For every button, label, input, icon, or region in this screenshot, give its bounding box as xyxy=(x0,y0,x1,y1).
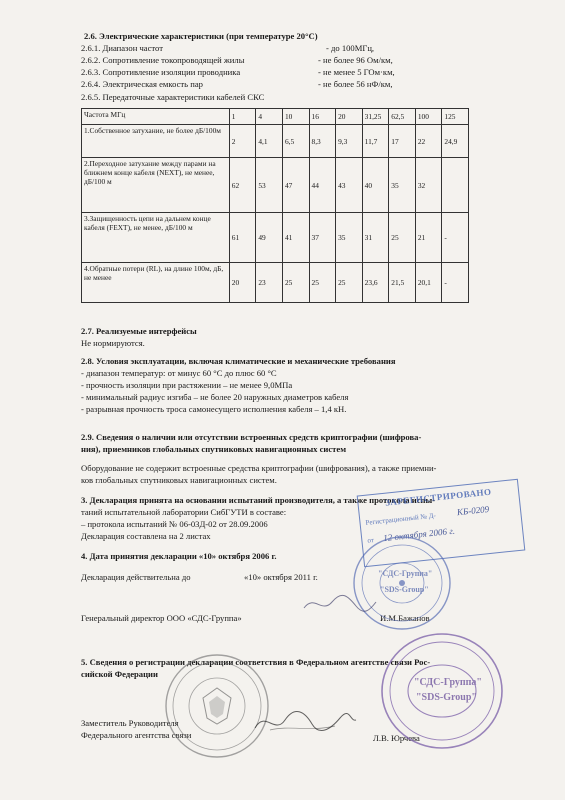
section-2-7-text: Не нормируются. xyxy=(81,338,145,348)
deputy-line1: Заместитель Руководителя xyxy=(81,718,179,728)
company-seal-text-2: "SDS-Group" xyxy=(380,585,429,594)
registration-number: КБ-0209 xyxy=(456,503,490,518)
value-cell: 23,6 xyxy=(362,263,389,303)
transmission-table xyxy=(81,108,469,303)
condition-item: - минимальный радиус изгиба – не более 20 наружных диаметров кабеля xyxy=(81,392,349,402)
row-label: 4.Обратные потери (RL), на длине 100м, дБ, не менее xyxy=(82,263,230,303)
freq-cell: 62,5 xyxy=(389,109,416,125)
value-cell: 8,3 xyxy=(309,125,336,158)
freq-cell: 100 xyxy=(415,109,442,125)
value-cell: 43 xyxy=(336,158,363,213)
table-row xyxy=(82,158,469,213)
freq-cell: 20 xyxy=(336,109,363,125)
section-5-title-line2: сийской Федерации xyxy=(81,669,158,679)
director-signature xyxy=(300,588,380,623)
registration-number-label: Регистрационный № Д- xyxy=(365,511,437,527)
signature-graphic xyxy=(300,588,380,618)
item-2-6-2-value: - не более 96 Ом/км, xyxy=(318,55,393,65)
company-seal-bottom-graphic xyxy=(378,630,506,752)
row-label: 1.Собственное затухание, не более дБ/100м xyxy=(82,125,230,158)
value-cell: 2 xyxy=(229,125,256,158)
section-2-6-title: 2.6. Электрические характеристики (при температуре 20°С) xyxy=(84,31,318,41)
value-cell: 20,1 xyxy=(415,263,442,303)
value-cell: 41 xyxy=(282,213,309,263)
table-row xyxy=(82,263,469,303)
table-header-label: Частота МГц xyxy=(82,109,230,125)
table-caption: 2.6.5. Передаточные характеристики кабелей СКС xyxy=(81,92,265,102)
value-cell: 25 xyxy=(336,263,363,303)
value-cell: 61 xyxy=(229,213,256,263)
condition-item: - прочность изоляции при растяжении – не менее 9,0МПа xyxy=(81,380,293,390)
value-cell: 35 xyxy=(389,158,416,213)
section-4-title: 4. Дата принятия декларации «10» октября 2006 г. xyxy=(81,551,277,561)
section-2-9-title-line1: 2.9. Сведения о наличии или отсутствии встроенных средств криптографии (шифрова- xyxy=(81,432,422,442)
company-seal-bottom-text-2: "SDS-Group" xyxy=(416,692,477,703)
item-2-6-2-label: 2.6.2. Сопротивление токопроводящей жилы xyxy=(81,55,245,65)
value-cell: 21 xyxy=(415,213,442,263)
value-cell: 62 xyxy=(229,158,256,213)
section-3-title-line1: 3. Декларация принята на основании испытаний производителя, а также протокола испы- xyxy=(81,495,436,505)
item-2-6-1-value: - до 100МГц, xyxy=(326,43,375,53)
condition-item: - диапазон температур: от минус 60 °С до плюс 60 °С xyxy=(81,368,277,378)
value-cell: 25 xyxy=(309,263,336,303)
value-cell: 44 xyxy=(309,158,336,213)
row-label: 2.Переходное затухание между парами на ближнем конце кабеля (NEXT), не менее, дБ/100 м xyxy=(82,158,230,213)
freq-cell: 16 xyxy=(309,109,336,125)
value-cell: - xyxy=(442,263,469,303)
company-seal-bottom-text: "СДС-Группа" xyxy=(414,677,482,688)
registration-date-label: от xyxy=(367,536,375,545)
signature-graphic xyxy=(250,700,360,740)
table-row xyxy=(82,213,469,263)
item-2-6-4-value: - не более 56 нФ/км, xyxy=(318,79,393,89)
value-cell: 11,7 xyxy=(362,125,389,158)
freq-cell: 4 xyxy=(256,109,283,125)
value-cell: 40 xyxy=(362,158,389,213)
valid-until-label: Декларация действительна до xyxy=(81,572,191,582)
value-cell: 20 xyxy=(229,263,256,303)
table-row xyxy=(82,125,469,158)
condition-item: - разрывная прочность троса самонесущего исполнения кабеля – 1,4 кН. xyxy=(81,404,347,414)
value-cell xyxy=(442,158,469,213)
item-2-6-4-label: 2.6.4. Электрическая емкость пар xyxy=(81,79,203,89)
table-header-row xyxy=(82,109,469,125)
valid-until-date: «10» октября 2011 г. xyxy=(244,572,318,582)
company-seal-text: "СДС-Группа" xyxy=(378,569,433,578)
registration-date: 12 октября 2006 г. xyxy=(382,525,456,544)
value-cell: 24,9 xyxy=(442,125,469,158)
value-cell: 32 xyxy=(415,158,442,213)
section-3-title-line2: таний испытательной лаборатории СибГУТИ в составе: xyxy=(81,507,287,517)
section-2-8-title: 2.8. Условия эксплуатации, включая климатические и механические требования xyxy=(81,356,396,366)
value-cell: - xyxy=(442,213,469,263)
section-2-9-text-line2: ков глобальных спутниковых навигационных систем. xyxy=(81,475,277,485)
freq-cell: 10 xyxy=(282,109,309,125)
value-cell: 4,1 xyxy=(256,125,283,158)
protocol-line: – протокола испытаний № 06-03Д-02 от 28.09.2006 xyxy=(81,519,268,529)
value-cell: 47 xyxy=(282,158,309,213)
value-cell: 23 xyxy=(256,263,283,303)
registration-stamp-title: ЗАРЕГИСТРИРОВАНО xyxy=(384,486,492,508)
pages-line: Декларация составлена на 2 листах xyxy=(81,531,211,541)
value-cell: 9,3 xyxy=(336,125,363,158)
section-2-7-title: 2.7. Реализуемые интерфейсы xyxy=(81,326,197,336)
item-2-6-3-value: - не менее 5 ГОм·км, xyxy=(318,67,395,77)
value-cell: 6,5 xyxy=(282,125,309,158)
value-cell: 37 xyxy=(309,213,336,263)
deputy-name: Л.В. Юрчева xyxy=(373,733,420,743)
item-2-6-3-label: 2.6.3. Сопротивление изоляции проводника xyxy=(81,67,241,77)
section-5-title-line1: 5. Сведения о регистрации декларации соответствия в Федеральном агентстве связи Рос- xyxy=(81,657,431,667)
section-2-9-text-line1: Оборудование не содержит встроенные средства криптографии (шифрования), а также приемни- xyxy=(81,463,437,473)
director-title: Генеральный директор ООО «СДС-Группа» xyxy=(81,613,242,623)
value-cell: 22 xyxy=(415,125,442,158)
value-cell: 49 xyxy=(256,213,283,263)
freq-cell: 1 xyxy=(229,109,256,125)
value-cell: 25 xyxy=(282,263,309,303)
value-cell: 31 xyxy=(362,213,389,263)
value-cell: 35 xyxy=(336,213,363,263)
item-2-6-1-label: 2.6.1. Диапазон частот xyxy=(81,43,163,53)
deputy-signature xyxy=(250,700,360,745)
company-seal-bottom xyxy=(378,630,506,752)
director-name: И.М.Бажанов xyxy=(380,613,430,623)
value-cell: 53 xyxy=(256,158,283,213)
deputy-line2: Федерального агентства связи xyxy=(81,730,192,740)
freq-cell: 125 xyxy=(442,109,469,125)
value-cell: 17 xyxy=(389,125,416,158)
section-2-9-title-line2: ния), приемников глобальных спутниковых навигационных систем xyxy=(81,444,347,454)
freq-cell: 31,25 xyxy=(362,109,389,125)
value-cell: 25 xyxy=(389,213,416,263)
row-label: 3.Защищенность цепи на дальнем конце кабеля (FEXT), не менее, дБ/100 м xyxy=(82,213,230,263)
value-cell: 21,5 xyxy=(389,263,416,303)
